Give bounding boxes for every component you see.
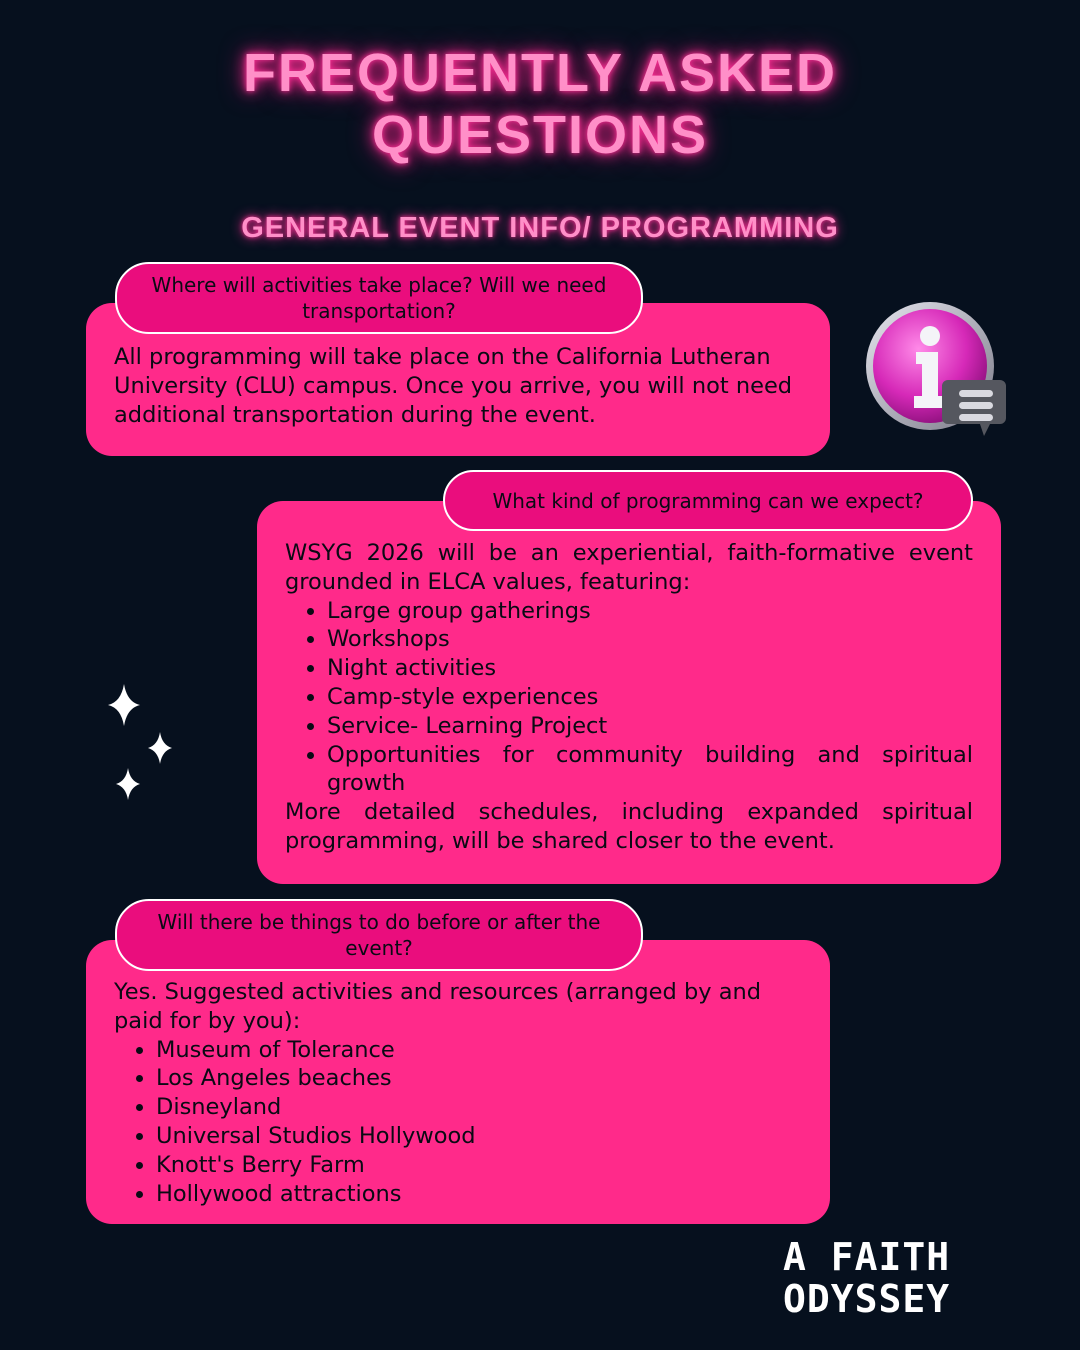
- page-title: [0, 42, 1080, 166]
- activities-list: [114, 1036, 800, 1209]
- faq-answer-text: All programming will take place on the California Lutheran University (CLU) campus. Once you arrive, you will not need additional transportation during the event.: [114, 344, 793, 428]
- list-item: • Universal Studios Hollywood: [156, 1122, 800, 1151]
- info-chat-icon: [862, 300, 1007, 445]
- list-item: • Night activities: [327, 654, 973, 683]
- faq-question-programming: [443, 470, 973, 531]
- list-item: • Los Angeles beaches: [156, 1064, 800, 1093]
- faq-answer-before-after: [86, 940, 830, 1224]
- faq-answer-programming: [257, 501, 1001, 884]
- list-item: • Workshops: [327, 625, 973, 654]
- list-item: • Museum of Tolerance: [156, 1036, 800, 1065]
- faq-question-location: [115, 262, 643, 334]
- page-title-line1: FREQUENTLY ASKED: [242, 43, 838, 103]
- list-item: • Camp-style experiences: [327, 683, 973, 712]
- faq-question-text: What kind of programming can we expect?: [492, 488, 924, 513]
- brand-line2: ODYSSEY: [783, 1277, 951, 1321]
- faq-answer-outro: More detailed schedules, including expanded spiritual programming, will be shared closer to the event.: [285, 799, 973, 854]
- list-item: • Disneyland: [156, 1093, 800, 1122]
- list-item: • Large group gatherings: [327, 597, 973, 626]
- faq-question-text: Where will activities take place? Will we need transportation?: [151, 273, 607, 323]
- list-item: • Knott's Berry Farm: [156, 1151, 800, 1180]
- faq-answer-intro: Yes. Suggested activities and resources (arranged by and paid for by you):: [114, 979, 762, 1034]
- list-item: • Hollywood attractions: [156, 1180, 800, 1209]
- brand-line1: A FAITH: [783, 1235, 951, 1279]
- sparkles-icon: [100, 680, 180, 805]
- programming-list: [285, 597, 973, 799]
- faq-question-before-after: [115, 899, 643, 971]
- faq-question-text: Will there be things to do before or after the event?: [157, 910, 601, 960]
- list-item: • Service- Learning Project: [327, 712, 973, 741]
- faq-answer-intro: WSYG 2026 will be an experiential, faith-formative event grounded in ELCA values, featuring:: [285, 540, 973, 595]
- list-item: • Opportunities for community building and spiritual growth: [327, 741, 973, 799]
- brand-logo: [783, 1236, 983, 1320]
- section-title: GENERAL EVENT INFO/ PROGRAMMING: [241, 212, 839, 244]
- page-title-line2: QUESTIONS: [371, 105, 709, 165]
